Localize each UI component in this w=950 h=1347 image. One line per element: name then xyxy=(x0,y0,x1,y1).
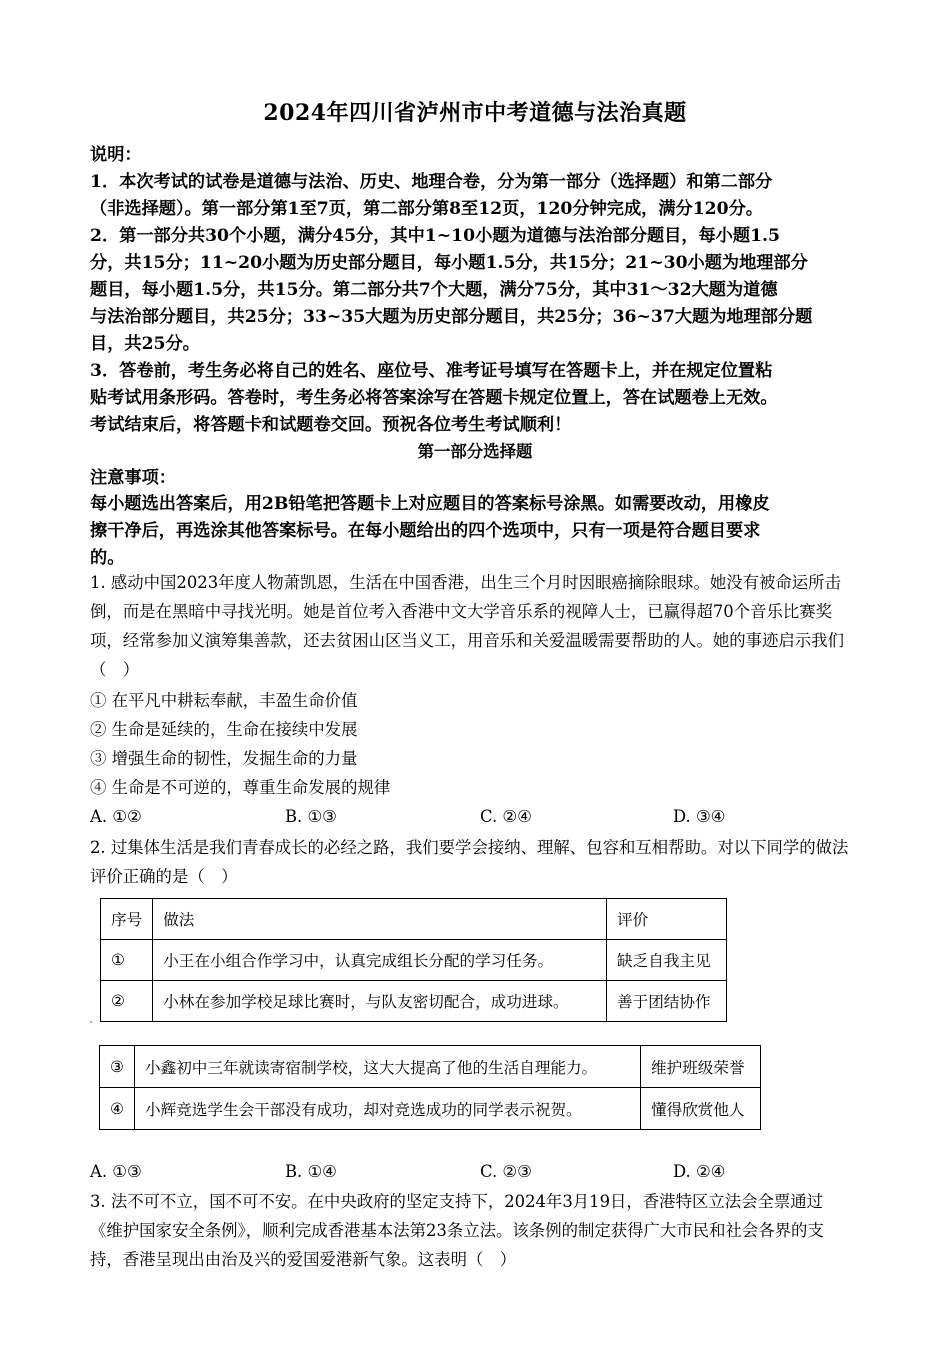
q2-stem-line: 评价正确的是（ ） xyxy=(90,867,238,886)
q1-stem-line: 倒，而是在黑暗中寻找光明。她是首位考入香港中文大学音乐系的视障人士，已赢得超70个音乐比赛奖 xyxy=(90,602,833,621)
instruction-line: 1．本次考试的试卷是道德与法治、历史、地理合卷，分为第一部分（选择题）和第二部分 xyxy=(90,172,773,192)
table-header-cell: 评价 xyxy=(607,899,727,940)
notice-line: 擦干净后，再选涂其他答案标号。在每小题给出的四个选项中，只有一项是符合题目要求 xyxy=(90,521,761,541)
q2-option-a[interactable]: A. ①③ xyxy=(90,1162,142,1181)
instruction-line: 考试结束后，将答题卡和试题卷交回。预祝各位考生考试顺利！ xyxy=(90,415,572,435)
q3-stem-line: 持，香港呈现出由治及兴的爱国爱港新气象。这表明（ ） xyxy=(90,1250,517,1269)
instructions-heading: 说明： xyxy=(90,145,142,165)
q2-option-d[interactable]: D. ②④ xyxy=(673,1162,726,1181)
q1-option-a[interactable]: A. ①② xyxy=(90,807,142,826)
table-cell: 维护班级荣誉 xyxy=(641,1046,761,1088)
table-row xyxy=(101,981,727,1022)
table-cell: ④ xyxy=(100,1088,135,1130)
section-title: 第一部分选择题 xyxy=(417,442,533,461)
q2-table-2 xyxy=(99,1045,761,1130)
table-cell: ③ xyxy=(100,1046,135,1088)
table-cell: 缺乏自我主见 xyxy=(607,940,727,981)
q2-table-1 xyxy=(100,898,727,1022)
notice-line: 的。 xyxy=(90,548,125,568)
notice-heading: 注意事项： xyxy=(90,468,176,488)
scan-artifact xyxy=(90,1021,92,1023)
table-row xyxy=(101,940,727,981)
notice-line: 每小题选出答案后，用2B铅笔把答题卡上对应题目的答案标号涂黑。如需要改动，用橡皮 xyxy=(90,494,770,514)
instruction-line: 与法治部分题目，共25分；33~35大题为历史部分题目，共25分；36~37大题为地理部分题 xyxy=(90,307,813,327)
q2-option-b[interactable]: B. ①④ xyxy=(285,1162,337,1181)
table-header-cell: 做法 xyxy=(153,899,607,940)
q1-statement: ④ 生命是不可逆的，尊重生命发展的规律 xyxy=(90,778,391,797)
q1-option-c[interactable]: C. ②④ xyxy=(480,807,532,826)
instruction-line: 2．第一部分共30个小题，满分45分，其中1~10小题为道德与法治部分题目，每小题1.5 xyxy=(90,226,780,246)
q1-statement: ① 在平凡中耕耘奉献，丰盈生命价值 xyxy=(90,691,358,710)
q1-stem-line: （ ） xyxy=(90,660,140,679)
q1-statement: ③ 增强生命的韧性，发掘生命的力量 xyxy=(90,749,358,768)
q1-stem-line: 项，经常参加义演筹集善款，还去贫困山区当义工，用音乐和关爱温暖需要帮助的人。她的事迹启示我们 xyxy=(90,631,844,650)
table-cell: ② xyxy=(101,981,153,1022)
q2-stem-line: 2. 过集体生活是我们青春成长的必经之路，我们要学会接纳、理解、包容和互相帮助。对以下同学的做法 xyxy=(90,838,849,857)
instruction-line: 目，共25分。 xyxy=(90,334,200,354)
table-cell: 小王在小组合作学习中，认真完成组长分配的学习任务。 xyxy=(153,940,607,981)
q3-stem-line: 3. 法不可不立，国不可不安。在中央政府的坚定支持下，2024年3月19日，香港特区立法会全票通过 xyxy=(90,1192,824,1211)
table-row xyxy=(100,1088,761,1130)
table-row xyxy=(100,1046,761,1088)
q1-stem-line: 1. 感动中国2023年度人物萧凯恩，生活在中国香港，出生三个月时因眼癌摘除眼球。她没有被命运所击 xyxy=(90,573,841,592)
table-cell: 善于团结协作 xyxy=(607,981,727,1022)
q2-option-c[interactable]: C. ②③ xyxy=(480,1162,532,1181)
page-title: 2024年四川省泸州市中考道德与法治真题 xyxy=(263,100,687,126)
q3-stem-line: 《维护国家安全条例》，顺利完成香港基本法第23条立法。该条例的制定获得广大市民和社会各界的支 xyxy=(90,1221,824,1240)
q1-option-b[interactable]: B. ①③ xyxy=(285,807,337,826)
q1-statement: ② 生命是延续的，生命在接续中发展 xyxy=(90,720,358,739)
table-cell: 小辉竞选学生会干部没有成功，却对竞选成功的同学表示祝贺。 xyxy=(135,1088,641,1130)
table-header-row xyxy=(101,899,727,940)
table-cell: 懂得欣赏他人 xyxy=(641,1088,761,1130)
instruction-line: （非选择题）。第一部分第1至7页，第二部分第8至12页，120分钟完成，满分120分。 xyxy=(90,199,763,219)
table-cell: 小鑫初中三年就读寄宿制学校，这大大提高了他的生活自理能力。 xyxy=(135,1046,641,1088)
instruction-line: 题目，每小题1.5分，共15分。第二部分共7个大题，满分75分，其中31～32大题为道德 xyxy=(90,280,778,300)
q1-option-d[interactable]: D. ③④ xyxy=(673,807,726,826)
instruction-line: 贴考试用条形码。答卷时，考生务必将答案涂写在答题卡规定位置上，答在试题卷上无效。 xyxy=(90,388,778,408)
table-header-cell: 序号 xyxy=(101,899,153,940)
instruction-line: 分，共15分；11~20小题为历史部分题目，每小题1.5分，共15分；21~30小题为地理部分 xyxy=(90,253,808,273)
table-cell: 小林在参加学校足球比赛时，与队友密切配合，成功进球。 xyxy=(153,981,607,1022)
table-cell: ① xyxy=(101,940,153,981)
instruction-line: 3．答卷前，考生务必将自己的姓名、座位号、准考证号填写在答题卡上，并在规定位置粘 xyxy=(90,361,773,381)
